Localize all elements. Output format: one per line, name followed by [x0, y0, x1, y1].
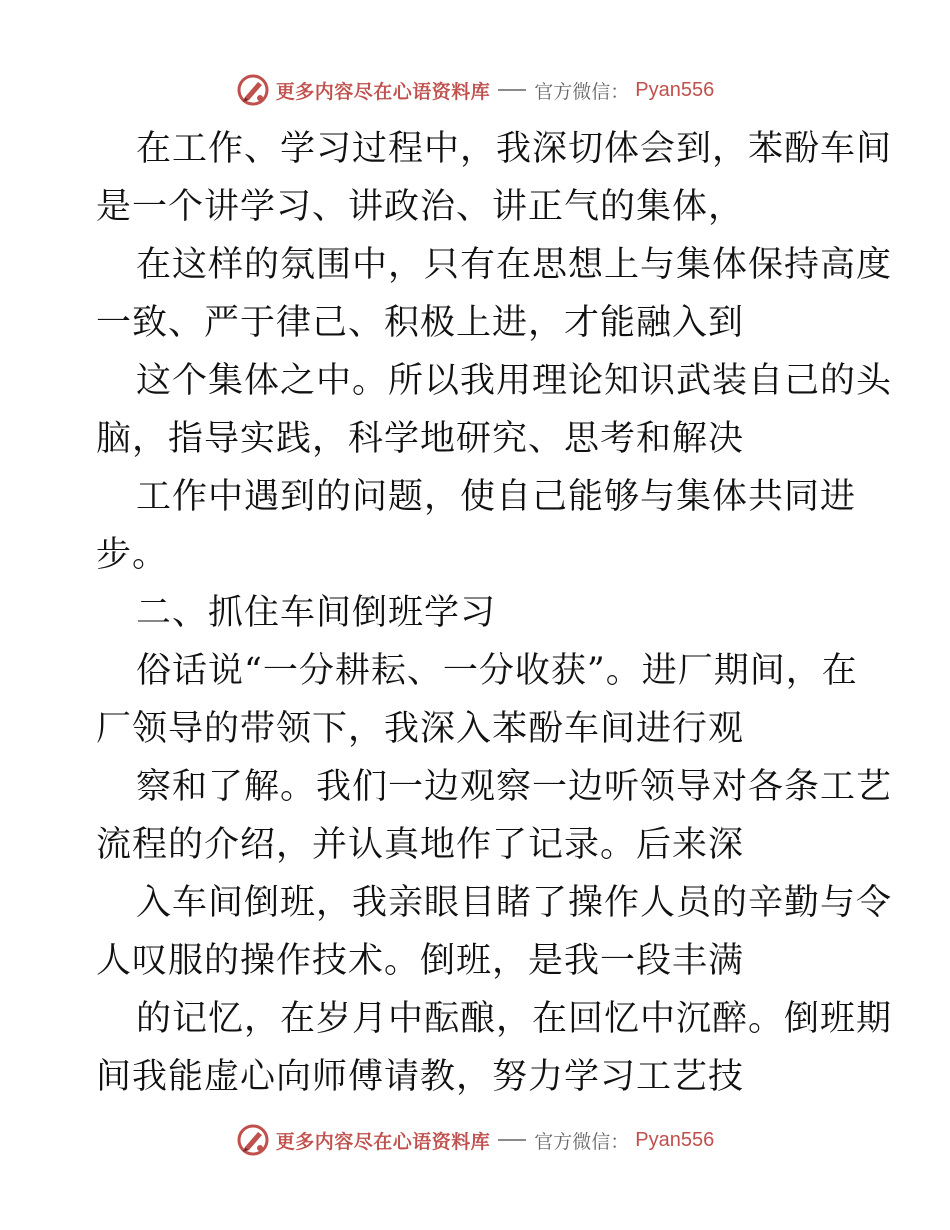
- body-line: 在这样的氛围中，只有在思想上与集体保持高度: [136, 245, 893, 285]
- banner-text: 更多内容尽在心语资料库: [275, 1130, 491, 1153]
- body-line: 察和了解。我们一边观察一边听领导对各条工艺: [136, 767, 893, 807]
- body-line: 这个集体之中。所以我用理论知识武装自己的头: [136, 361, 893, 401]
- body-line: 人叹服的操作技术。倒班，是我一段丰满: [96, 941, 745, 981]
- banner-wechat-label: 官方微信：: [534, 80, 630, 103]
- body-line: 俗话说“一分耕耘、一分收获”。进厂期间，在: [136, 651, 858, 691]
- pen-logo-icon: [236, 73, 270, 107]
- banner-wechat-id: Pyan556: [635, 78, 715, 101]
- body-line: 脑，指导实践，科学地研究、思考和解决: [96, 419, 745, 459]
- document-body: [96, 120, 893, 1106]
- banner-divider: [498, 89, 526, 91]
- pen-logo-icon: [236, 1123, 270, 1157]
- body-line: 间我能虚心向师傅请教，努力学习工艺技: [96, 1057, 745, 1097]
- body-line: 一致、严于律己、积极上进，才能融入到: [96, 303, 745, 343]
- section-heading: 二、抓住车间倒班学习: [136, 593, 497, 633]
- body-line: 是一个讲学习、讲政治、讲正气的集体，: [96, 187, 745, 227]
- body-line: 工作中遇到的问题，使自己能够与集体共同进: [136, 477, 857, 517]
- banner-wechat-id: Pyan556: [635, 1128, 715, 1151]
- body-line: 在工作、学习过程中，我深切体会到，苯酚车间: [136, 129, 893, 169]
- body-line: 步。: [96, 535, 169, 575]
- body-line: 的记忆，在岁月中酝酿，在回忆中沉醉。倒班期: [136, 999, 893, 1039]
- body-line: 流程的介绍，并认真地作了记录。后来深: [96, 825, 745, 865]
- footer-banner: [0, 1120, 950, 1160]
- banner-wechat-label: 官方微信：: [534, 1130, 630, 1153]
- body-line: 入车间倒班，我亲眼目睹了操作人员的辛勤与令: [136, 883, 893, 923]
- body-line: 厂领导的带领下，我深入苯酚车间进行观: [96, 709, 745, 749]
- banner-divider: [498, 1139, 526, 1141]
- banner-text: 更多内容尽在心语资料库: [275, 80, 491, 103]
- header-banner: [0, 70, 950, 110]
